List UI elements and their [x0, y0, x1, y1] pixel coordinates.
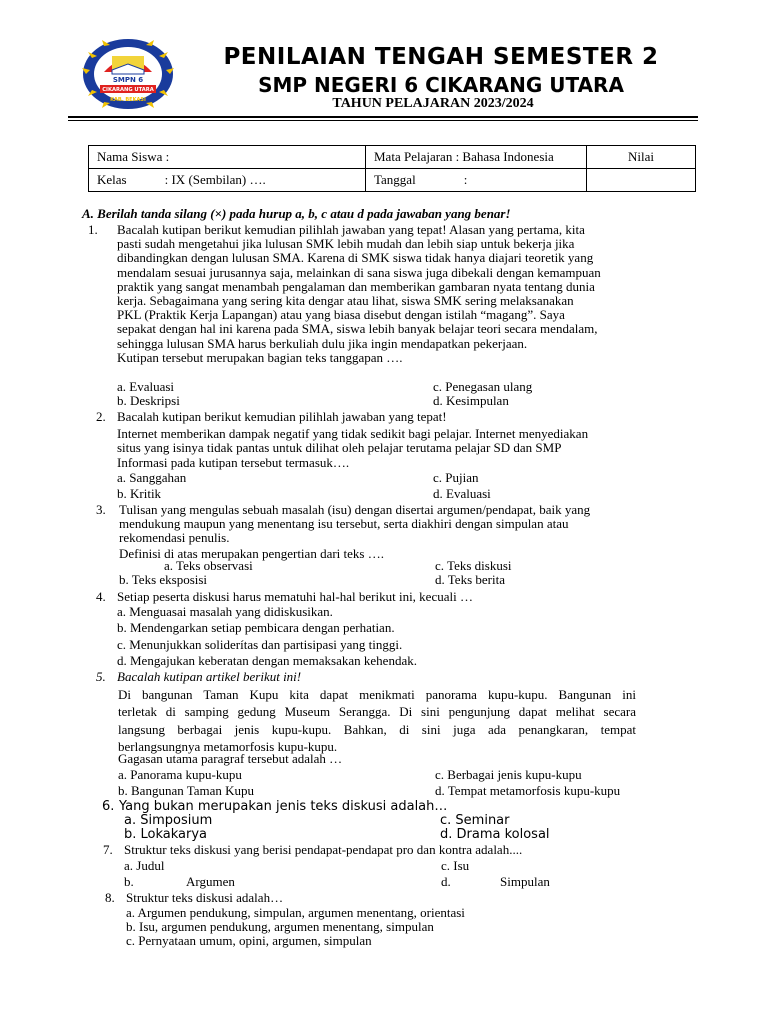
mata-pelajaran-cell: Mata Pelajaran : Bahasa Indonesia [366, 146, 587, 169]
q8-text: Struktur teks diskusi adalah… [126, 890, 284, 905]
exam-title: PENILAIAN TENGAH SEMESTER 2 [223, 44, 659, 70]
section-instruction: A. Berilah tanda silang (×) pada hurup a, b, c atau d pada jawaban yang benar! [82, 206, 511, 221]
school-name: SMP NEGERI 6 CIKARANG UTARA [258, 73, 624, 97]
q8-option-c[interactable]: c. Pernyataan umum, opini, argumen, simpulan [126, 933, 372, 948]
header-rule-thin [68, 120, 698, 121]
q6-option-b[interactable]: b. Lokakarya [124, 827, 208, 842]
q5-question: Gagasan utama paragraf tersebut adalah … [118, 751, 343, 766]
q3-option-a[interactable]: a. Teks observasi [164, 558, 253, 573]
q3-option-b[interactable]: b. Teks eksposisi [119, 572, 208, 587]
q1-option-a[interactable]: a. Evaluasi [117, 379, 175, 394]
q5-option-b[interactable]: b. Bangunan Taman Kupu [118, 783, 255, 798]
q4-option-a[interactable]: a. Menguasai masalah yang didiskusikan. [117, 604, 333, 619]
nama-siswa-cell[interactable]: Nama Siswa : [89, 146, 366, 169]
q7-option-c[interactable]: c. Isu [441, 858, 470, 873]
q4-option-b[interactable]: b. Mendengarkan setiap pembicara dengan perhatian. [117, 620, 395, 635]
q2-option-b[interactable]: b. Kritik [117, 486, 162, 501]
student-info-table [88, 145, 696, 192]
kelas-cell: Kelas : IX (Sembilan) …. [89, 169, 366, 192]
q2-number: 2. [96, 409, 106, 424]
q6-option-d[interactable]: d. Drama kolosal [440, 827, 550, 842]
q3-option-c[interactable]: c. Teks diskusi [435, 558, 512, 573]
q4-option-c[interactable]: c. Menunjukkan soliderítas dan partisipasi yang tinggi. [117, 637, 403, 652]
logo-text-top: SMPN 6 [112, 76, 144, 84]
q1-number: 1. [88, 222, 98, 237]
q7-text: Struktur teks diskusi yang berisi pendapat-pendapat pro dan kontra adalah.... [124, 842, 523, 857]
q7-number: 7. [103, 842, 113, 857]
nilai-value-cell[interactable] [587, 169, 696, 192]
q4-number: 4. [96, 589, 106, 604]
q8-option-b[interactable]: b. Isu, argumen pendukung, argumen menentang, simpulan [126, 919, 434, 934]
academic-year: TAHUN PELAJARAN 2023/2024 [332, 96, 534, 111]
q1-option-c[interactable]: c. Penegasan ulang [433, 379, 533, 394]
nilai-header-cell: Nilai [587, 146, 696, 169]
q1-text: Bacalah kutipan berikut kemudian pilihlah jawaban yang tepat! Alasan yang pertama, kita pasti sudah mengetahui jika lulusan SMK lebih mudah dan lebih siap untuk bekerja jika dibandingkan dengan lulusan SMA. Karena di SMK siswa tidak hanya diajari teoretik yang mendalam sesuai jurusannya saja, melainkan di sana siswa juga dibekali dengan kemampuan praktik yang sangat menambah pengalaman dan memberikan gambaran nyata tentang dunia kerja. Sebagaimana yang sering kita dengar atau lihat, siswa SMK sering melaksanakan PKL (Praktik Kerja Lapangan) atau yang biasa disebut dengan istilah “magang”. Saya sepakat dengan hal ini karena pada SMA, siswa lebih banyak belajar teori secara mendalam, sehingga lulusan SMA harus berkuliah dulu jika ingin mendapatkan pekerjaan. Kutipan tersebut merupakan bagian teks tanggapan …. [117, 222, 601, 365]
tanggal-cell[interactable]: Tanggal : [366, 169, 587, 192]
q7-option-d[interactable]: Simpulan [500, 874, 550, 889]
q2-option-c[interactable]: c. Pujian [433, 470, 479, 485]
q3-option-d[interactable]: d. Teks berita [435, 572, 505, 587]
q6-number: 6. [102, 799, 115, 814]
q6-option-c[interactable]: c. Seminar [440, 813, 510, 828]
q5-text: Bacalah kutipan artikel berikut ini! [117, 669, 302, 684]
q8-option-a[interactable]: a. Argumen pendukung, simpulan, argumen menentang, orientasi [126, 905, 465, 920]
q2-option-a[interactable]: a. Sanggahan [117, 470, 187, 485]
q7-option-d-letter: d. [441, 874, 451, 889]
q2-option-d[interactable]: d. Evaluasi [433, 486, 491, 501]
q1-option-b[interactable]: b. Deskripsi [117, 393, 180, 408]
q2-text: Bacalah kutipan berikut kemudian pilihlah jawaban yang tepat! Internet memberikan dampak negatif yang tidak sedikit bagi pelajar. Internet menyediakan situs yang isinya tidak pantas untuk dilihat oleh pelajar terutama pelajar SD dan SMP Informasi pada kutipan tersebut termasuk…. [117, 409, 589, 470]
q3-text: Tulisan yang mengulas sebuah masalah (isu) dengan disertai argumen/pendapat, baik yang mendukung maupun yang menentang isu tersebut, serta diakhiri dengan simpulan atau rekomendasi penulis. Definisi di atas merupakan pengertian dari teks …. [119, 502, 591, 561]
q3-number: 3. [96, 502, 106, 517]
q5-option-d[interactable]: d. Tempat metamorfosis kupu-kupu [435, 783, 621, 798]
header-rule [68, 116, 698, 118]
logo-text-mid: CIKARANG UTARA [102, 87, 154, 93]
q7-option-b[interactable]: Argumen [186, 874, 235, 889]
q6-text: Yang bukan merupakan jenis teks diskusi adalah… [119, 799, 448, 814]
q5-option-a[interactable]: a. Panorama kupu-kupu [118, 767, 242, 782]
q7-option-b-letter: b. [124, 874, 134, 889]
q5-number: 5. [96, 669, 106, 684]
logo-text-bottom: KAB. BEKASI [110, 97, 146, 103]
school-logo [82, 38, 174, 110]
q4-text: Setiap peserta diskusi harus mematuhi hal-hal berikut ini, kecuali … [117, 589, 473, 604]
q5-option-c[interactable]: c. Berbagai jenis kupu-kupu [435, 767, 582, 782]
q7-option-a[interactable]: a. Judul [124, 858, 165, 873]
q1-option-d[interactable]: d. Kesimpulan [433, 393, 509, 408]
q8-number: 8. [105, 890, 115, 905]
q5-article: Di bangunan Taman Kupu kita dapat menikmati panorama kupu-kupu. Bangunan ini terletak di samping gedung Museum Serangga. Di sini pengunjung dapat melihat secara langsung berbagai jenis kupu-kupu. Bahkan, di sini juga ada penangkaran, tempat berlangsungnya metamorfosis kupu-kupu. [118, 687, 636, 754]
q4-option-d[interactable]: d. Mengajukan keberatan dengan memaksakan kehendak. [117, 653, 417, 668]
q6-option-a[interactable]: a. Simposium [124, 813, 213, 828]
